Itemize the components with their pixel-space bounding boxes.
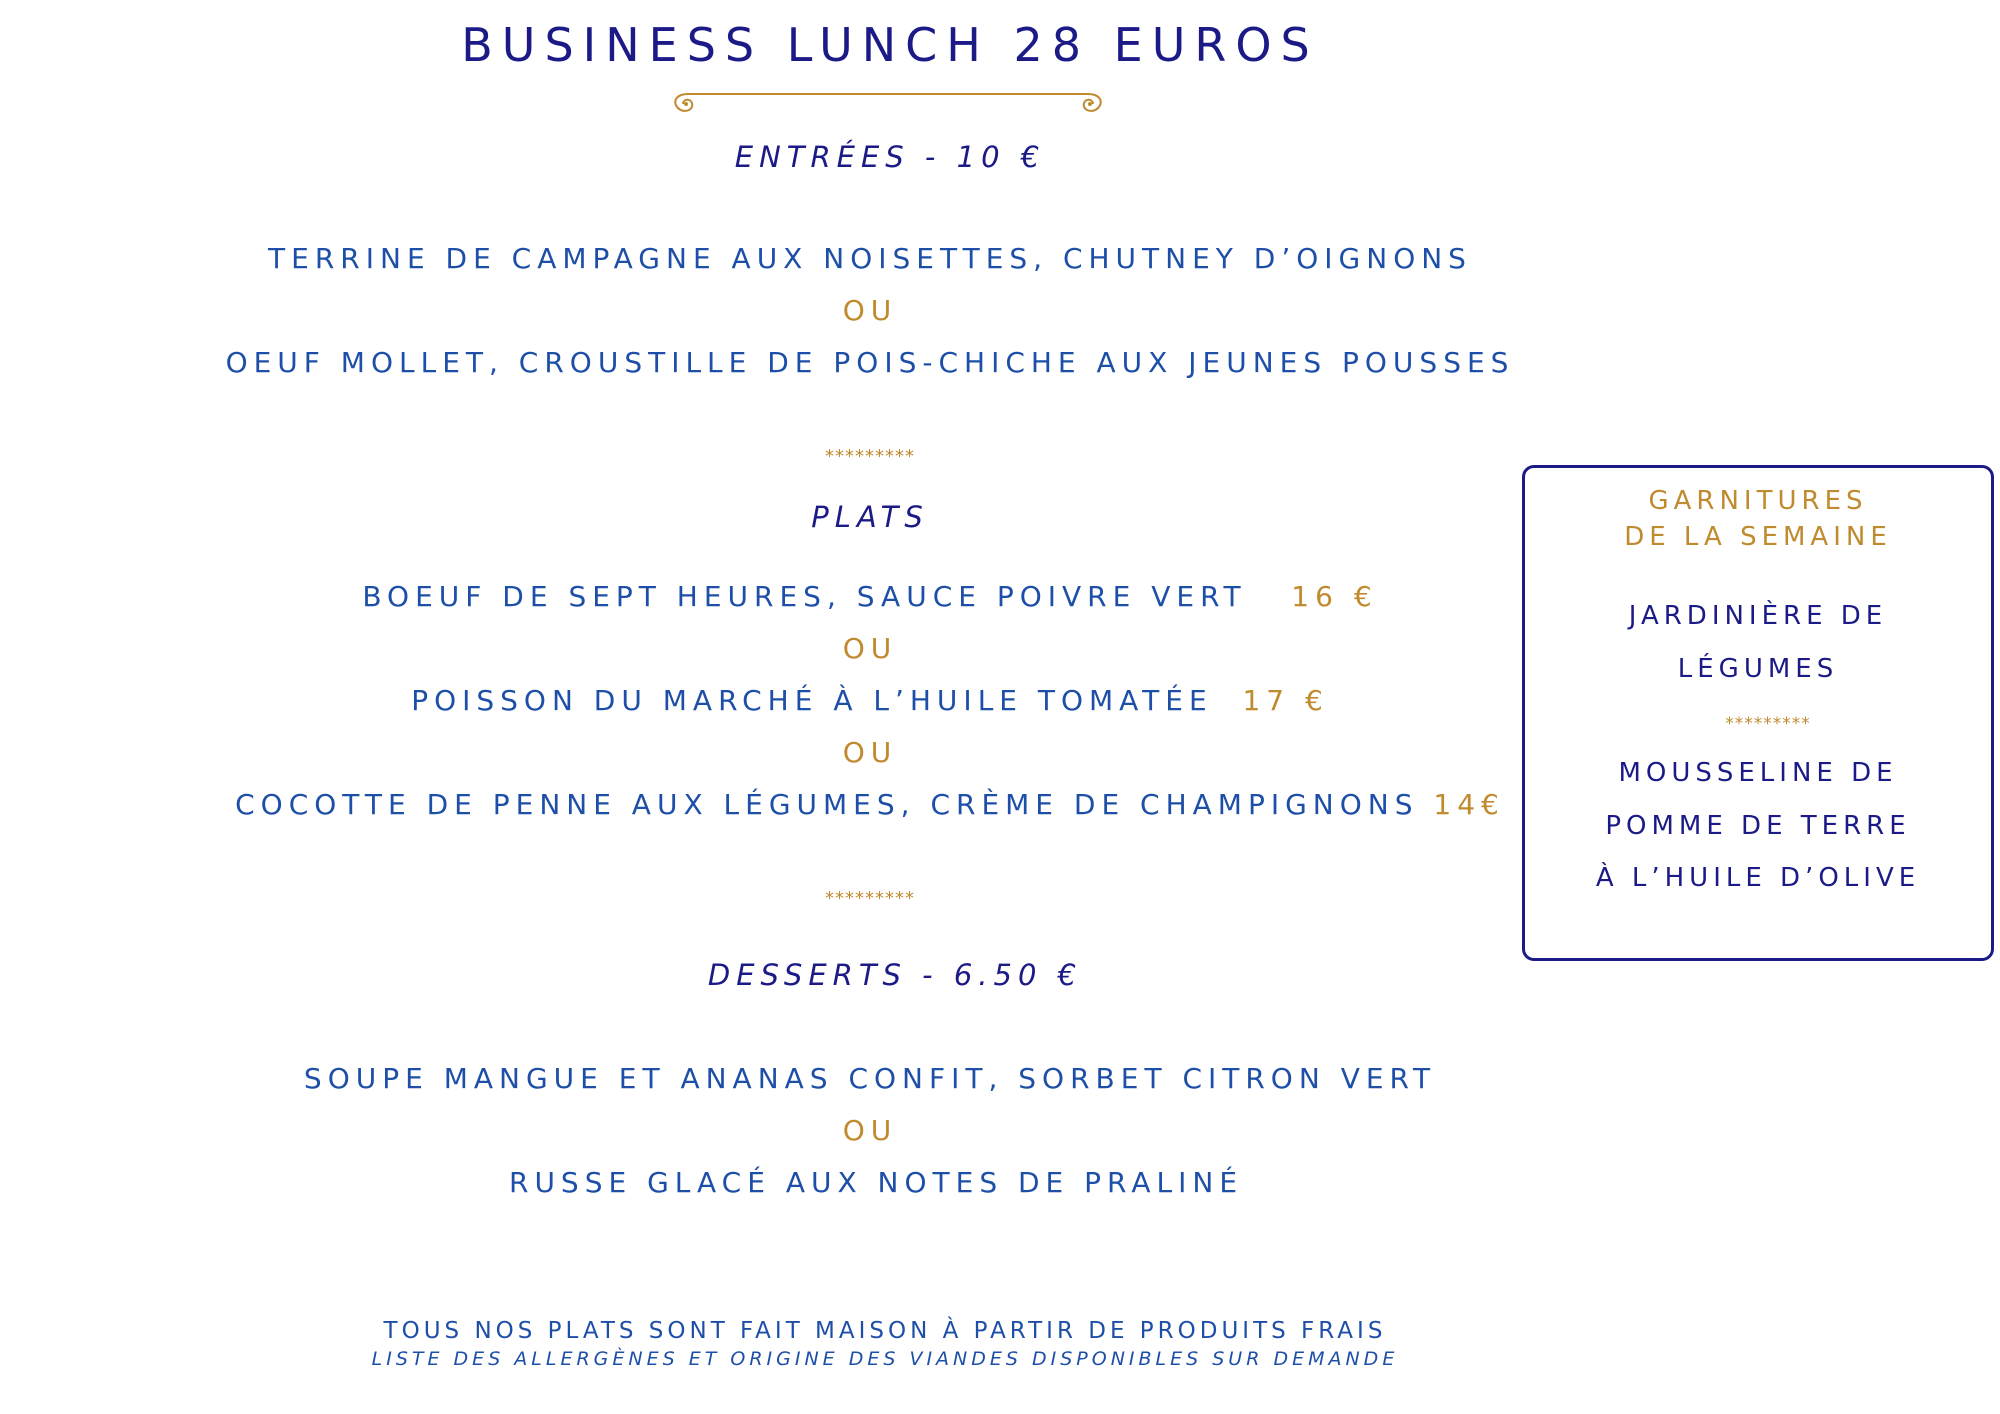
entrees-heading: ENTRÉES - 10 € <box>734 140 1046 174</box>
plat-item-1 <box>0 580 1740 613</box>
plats-heading: PLATS <box>811 500 929 534</box>
footer-allergens-note: LISTE DES ALLERGÈNES ET ORIGINE DES VIANDES DISPONIBLES SUR DEMANDE <box>371 1348 1399 1370</box>
garniture-item-2-line1: MOUSSELINE DE <box>1618 758 1898 788</box>
plat-item-price: 17 € <box>1242 684 1329 717</box>
garniture-item-1-line1: JARDINIÈRE DE <box>1628 601 1888 631</box>
plat-item-3 <box>0 788 1740 821</box>
garnitures-separator: ********* <box>1725 714 1811 734</box>
desserts-heading: DESSERTS - 6.50 € <box>707 958 1083 992</box>
flourish-divider-icon <box>666 86 1110 122</box>
dessert-item-2: RUSSE GLACÉ AUX NOTES DE PRALINÉ <box>508 1166 1244 1199</box>
separator-stars: ********* <box>825 446 915 467</box>
plat-item-2 <box>0 684 1740 717</box>
garnitures-heading-line2: DE LA SEMAINE <box>1624 522 1892 552</box>
menu-title: BUSINESS LUNCH 28 EUROS <box>461 18 1319 72</box>
garniture-item-2-line3: À L’HUILE D’OLIVE <box>1595 863 1921 893</box>
plat-item-name: BOEUF DE SEPT HEURES, SAUCE POIVRE VERT <box>362 580 1247 613</box>
garnitures-heading-line1: GARNITURES <box>1648 486 1868 516</box>
separator-stars: ********* <box>825 888 915 909</box>
garniture-item-1-line2: LÉGUMES <box>1677 654 1839 684</box>
entree-item-1: TERRINE DE CAMPAGNE AUX NOISETTES, CHUTNEY D’OIGNONS <box>268 242 1472 275</box>
or-label: OU <box>842 294 898 327</box>
or-label: OU <box>842 1114 898 1147</box>
or-label: OU <box>842 632 898 665</box>
or-label: OU <box>842 736 898 769</box>
plat-item-name: POISSON DU MARCHÉ À L’HUILE TOMATÉE <box>411 684 1213 717</box>
garniture-item-2-line2: POMME DE TERRE <box>1605 811 1911 841</box>
plat-item-price: 16 € <box>1291 580 1378 613</box>
footer-note: TOUS NOS PLATS SONT FAIT MAISON À PARTIR DE PRODUITS FRAIS <box>383 1318 1387 1344</box>
dessert-item-1: SOUPE MANGUE ET ANANAS CONFIT, SORBET CITRON VERT <box>303 1062 1437 1095</box>
plat-item-price: 14€ <box>1433 788 1505 821</box>
garnitures-box <box>1522 465 1994 961</box>
plat-item-name: COCOTTE DE PENNE AUX LÉGUMES, CRÈME DE CHAMPIGNONS <box>235 788 1419 821</box>
entree-item-2: OEUF MOLLET, CROUSTILLE DE POIS-CHICHE AUX JEUNES POUSSES <box>225 346 1515 379</box>
